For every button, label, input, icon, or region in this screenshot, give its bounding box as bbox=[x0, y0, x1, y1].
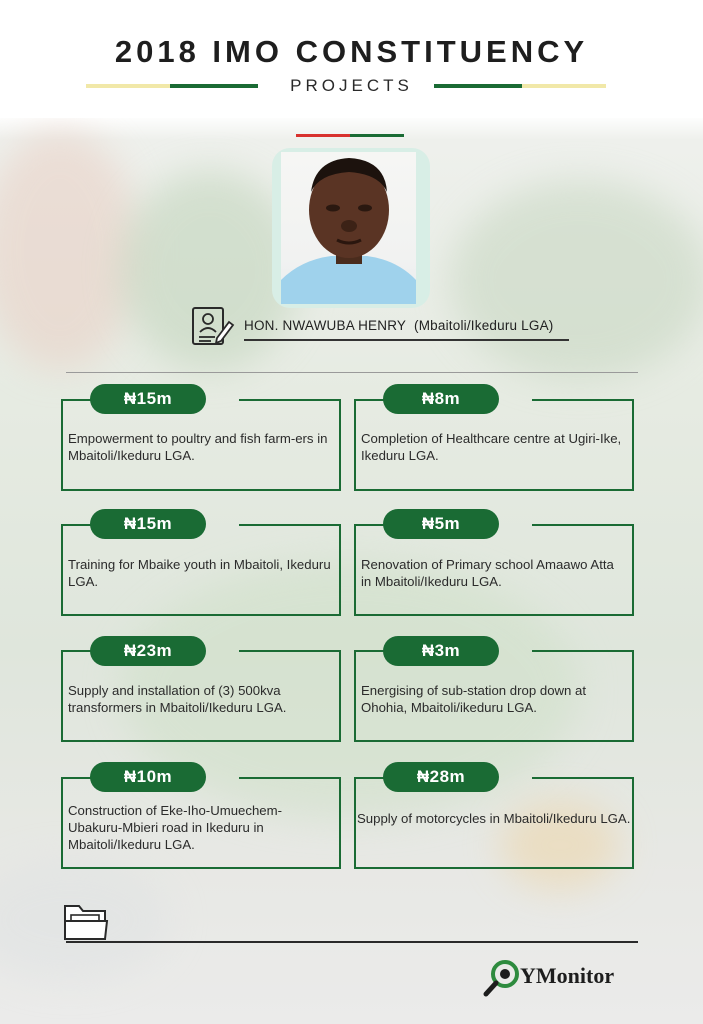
project-amount-7: ₦10m bbox=[90, 762, 206, 792]
header bbox=[0, 0, 703, 118]
folder-icon bbox=[62, 898, 110, 944]
project-amount-6: ₦3m bbox=[383, 636, 499, 666]
project-description-1: Empowerment to poultry and fish farm-ers in Mbaitoli/Ikeduru LGA. bbox=[68, 431, 328, 463]
project-description-3: Training for Mbaike youth in Mbaitoli, Ikeduru LGA. bbox=[68, 557, 331, 589]
project-amount-1: ₦15m bbox=[90, 384, 206, 414]
representative-lga: (Mbaitoli/Ikeduru LGA) bbox=[414, 318, 554, 333]
magnifier-logo-icon bbox=[483, 958, 523, 998]
title-line-right-yellow bbox=[522, 84, 606, 88]
representative-name: HON. NWAWUBA HENRY bbox=[244, 318, 407, 333]
brand-name: YMonitor bbox=[520, 963, 615, 988]
project-amount-8: ₦28m bbox=[383, 762, 499, 792]
project-amount-3: ₦15m bbox=[90, 509, 206, 539]
project-description-7: Construction of Eke-Iho-Umuechem-Ubakuru-Mbieri road in Ikeduru in Mbaitoli/Ikeduru LGA. bbox=[68, 803, 283, 852]
project-description-5: Supply and installation of (3) 500kva transformers in Mbaitoli/Ikeduru LGA. bbox=[68, 683, 287, 715]
photo-accent-green bbox=[350, 134, 404, 137]
background-blur bbox=[0, 130, 140, 370]
project-description-8: Supply of motorcycles in Mbaitoli/Ikeduru LGA. bbox=[357, 811, 631, 826]
title-line-right-green bbox=[434, 84, 522, 88]
project-description-6: Energising of sub-station drop down at Ohohia, Mbaitoli/ikeduru LGA. bbox=[361, 683, 587, 715]
representative-photo bbox=[281, 152, 416, 304]
project-amount-5: ₦23m bbox=[90, 636, 206, 666]
footer-line bbox=[66, 941, 638, 943]
page-subtitle: PROJECTS bbox=[290, 76, 413, 95]
project-amount-2: ₦8m bbox=[383, 384, 499, 414]
representative-underline bbox=[244, 339, 569, 341]
section-divider bbox=[66, 372, 638, 373]
photo-accent-red bbox=[296, 134, 350, 137]
page-title: 2018 IMO CONSTITUENCY bbox=[114, 34, 589, 69]
project-amount-4: ₦5m bbox=[383, 509, 499, 539]
project-description-2: Completion of Healthcare centre at Ugiri-Ike, Ikeduru LGA. bbox=[361, 431, 622, 463]
project-description-4: Renovation of Primary school Amaawo Atta in Mbaitoli/Ikeduru LGA. bbox=[361, 557, 614, 589]
representative-name-line bbox=[244, 318, 553, 333]
id-card-pen-icon bbox=[191, 306, 235, 346]
background-blur bbox=[450, 180, 703, 380]
